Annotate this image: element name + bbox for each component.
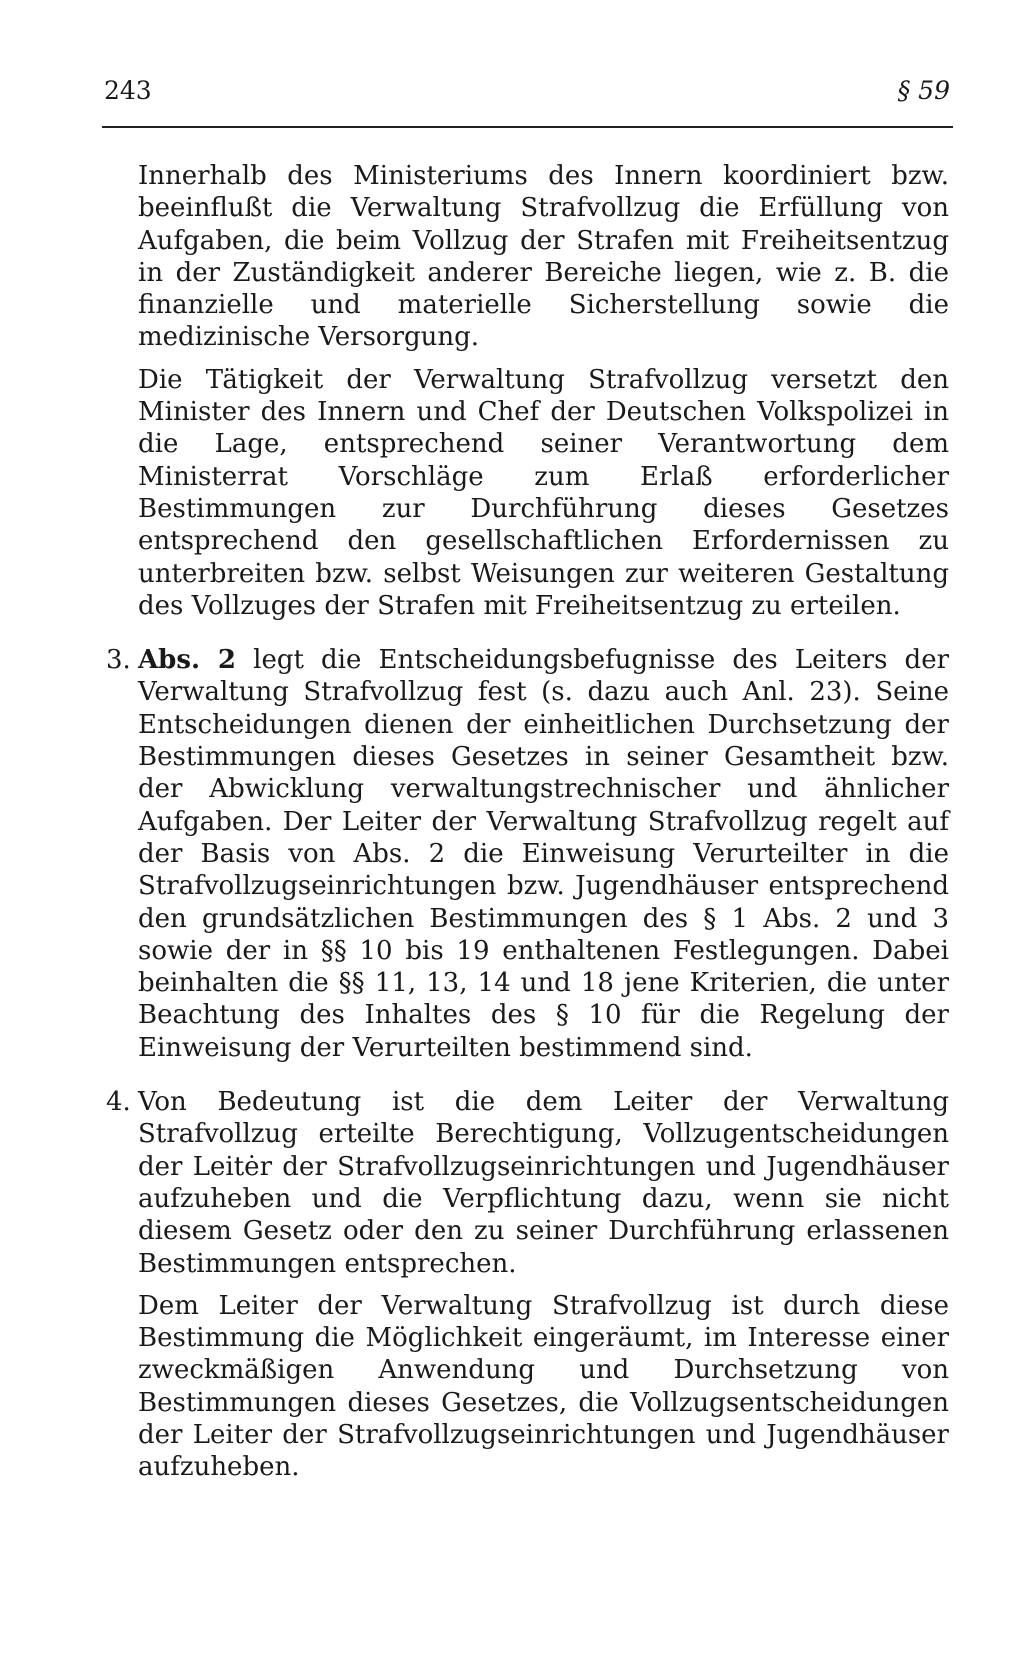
header-rule	[102, 126, 953, 128]
item-number: 4.	[106, 1087, 131, 1118]
item-number: 3.	[106, 645, 131, 676]
body-text	[106, 160, 949, 1484]
page-header	[104, 76, 950, 116]
section-reference: § 59	[897, 76, 950, 105]
list-item-4	[106, 1086, 949, 1484]
list-item-3	[106, 644, 949, 1064]
item-paragraph: Dem Leiter der Verwaltung Strafvollzug ist durch diese Bestimmung die Möglichkeit eingeräumt, im Interesse einer zweckmäßigen Anwendung und Durchsetzung von Bestimmungen dieses Gesetzes, die Vollzugsentscheidungen der Leiter der Strafvollzugseinrichtungen und Jugendhäuser aufzuheben.	[138, 1290, 949, 1483]
paragraph: Innerhalb des Ministeriums des Innern koordiniert bzw. beeinflußt die Verwaltung Strafvollzug die Erfüllung von Aufgaben, die beim Vollzug der Strafen mit Freiheitsentzug in der Zuständigkeit anderer Bereiche liegen, wie z. B. die finanzielle und materielle Sicherstellung sowie die medizinische Versorgung.	[138, 161, 949, 353]
item-paragraph	[138, 644, 949, 1064]
paragraph: Die Tätigkeit der Verwaltung Strafvollzug versetzt den Minister des Innern und Chef der Deutschen Volkspolizei in die Lage, entsprechend seiner Verantwortung dem Ministerrat Vorschläge zum Erlaß erforderlicher Bestimmungen zur Durchführung dieses Gesetzes entsprechend den gesellschaftlichen Erfordernissen zu unterbreiten bzw. selbst Weisungen zur weiteren Gestaltung des Vollzuges der Strafen mit Freiheitsentzug zu erteilen.	[138, 364, 949, 621]
item-text: legt die Entscheidungsbefugnisse des Leiters der Verwaltung Strafvollzug fest (s. dazu auch Anl. 23). Seine Entscheidungen dienen der einheitlichen Durchsetzung der Bestimmungen dieses Gesetzes in seiner Gesamtheit bzw. der Abwicklung verwaltungstrechnischer und ähnlicher Aufgaben. Der Leiter der Verwaltung Strafvollzug regelt auf der Basis von Abs. 2 die Einweisung Verurteilter in die Strafvollzugseinrichtungen bzw. Jugendhäuser entsprechend den grundsätzlichen Bestimmungen des § 1 Abs. 2 und 3 sowie der in §§ 10 bis 19 enthaltenen Festlegungen. Dabei beinhalten die §§ 11, 13, 14 und 18 jene Kriterien, die unter Beachtung des Inhaltes des § 10 für die Regelung der Einweisung der Verurteilten bestimmend sind.	[138, 645, 950, 1063]
page-number: 243	[104, 76, 152, 105]
item-lead: Abs. 2	[138, 645, 237, 676]
item-paragraph: Von Bedeutung ist die dem Leiter der Verwaltung Strafvollzug erteilte Berechtigung, Vollzugentscheidungen der Leitėr der Strafvollzugseinrichtungen und Jugendhäuser aufzuheben und die Verpflichtung dazu, wenn sie nicht diesem Gesetz oder den zu seiner Durchführung erlassenen Bestimmungen entsprechen.	[138, 1087, 949, 1279]
